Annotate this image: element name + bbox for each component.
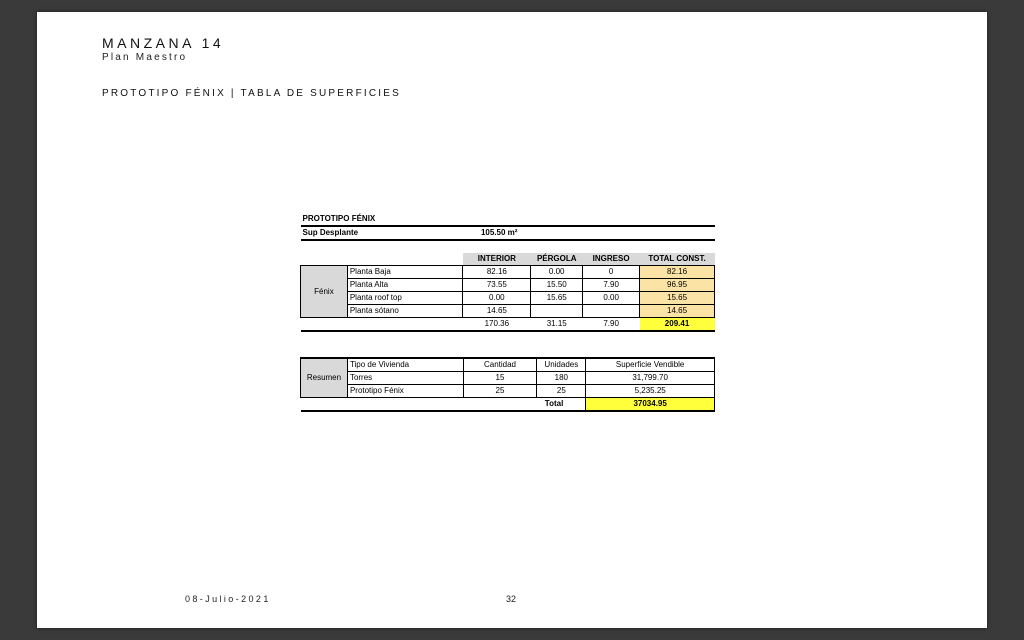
summary-group-label: Resumen — [301, 358, 348, 398]
table-row — [301, 372, 715, 385]
document-subtitle: Plan Maestro — [102, 52, 188, 63]
document-page — [37, 12, 987, 628]
column-header-total: TOTAL CONST. — [640, 253, 715, 266]
row-name: Planta Baja — [347, 266, 463, 279]
table-row — [301, 266, 715, 279]
sum-row — [301, 318, 715, 332]
table-row — [301, 385, 715, 398]
cell-ingreso: 7.90 — [583, 279, 640, 292]
row-name: Planta sótano — [347, 305, 463, 318]
footer-date: 08-Julio-2021 — [185, 594, 271, 604]
column-header-row — [301, 253, 715, 266]
cell-total: 96.95 — [640, 279, 715, 292]
cell-ingreso: 0 — [583, 266, 640, 279]
summary-header-unidades: Unidades — [537, 358, 586, 372]
summary-cantidad: 15 — [463, 372, 537, 385]
sup-desplante-row — [301, 226, 715, 240]
document-title: MANZANA 14 — [102, 35, 225, 51]
group-label: Fénix — [301, 266, 348, 318]
summary-total-value: 37034.95 — [586, 398, 715, 412]
summary-total-row — [301, 398, 715, 412]
section-heading: PROTOTIPO FÉNIX | TABLA DE SUPERFICIES — [102, 88, 402, 99]
column-header-pergola: PÉRGOLA — [531, 253, 583, 266]
cell-interior: 14.65 — [463, 305, 531, 318]
row-name: Planta Alta — [347, 279, 463, 292]
cell-ingreso — [583, 305, 640, 318]
summary-table — [300, 357, 715, 412]
summary-total-empty — [301, 398, 464, 412]
cell-interior: 73.55 — [463, 279, 531, 292]
cell-interior: 0.00 — [463, 292, 531, 305]
page-number: 32 — [506, 594, 517, 604]
cell-interior: 82.16 — [463, 266, 531, 279]
column-header-empty — [301, 253, 463, 266]
summary-tipo: Torres — [347, 372, 463, 385]
summary-superficie: 31,799.70 — [586, 372, 715, 385]
summary-header-row — [301, 358, 715, 372]
spacer — [301, 240, 715, 253]
sum-total: 209.41 — [640, 318, 715, 332]
cell-ingreso: 0.00 — [583, 292, 640, 305]
table-row — [301, 292, 715, 305]
cell-total: 82.16 — [640, 266, 715, 279]
cell-pergola: 15.50 — [531, 279, 583, 292]
summary-unidades: 180 — [537, 372, 586, 385]
sum-ingreso: 7.90 — [583, 318, 640, 332]
summary-cantidad: 25 — [463, 385, 537, 398]
cell-pergola — [531, 305, 583, 318]
summary-header-cantidad: Cantidad — [463, 358, 537, 372]
sum-interior: 170.36 — [463, 318, 531, 332]
summary-unidades: 25 — [537, 385, 586, 398]
sum-empty — [301, 318, 463, 332]
table-title-row — [301, 213, 715, 226]
table-row — [301, 279, 715, 292]
table-title: PROTOTIPO FÉNIX — [301, 213, 715, 226]
summary-header-superficie: Superficie Vendible — [586, 358, 715, 372]
table-row — [301, 305, 715, 318]
row-name: Planta roof top — [347, 292, 463, 305]
sum-pergola: 31.15 — [531, 318, 583, 332]
sup-desplante-label: Sup Desplante — [301, 226, 463, 240]
cell-total: 14.65 — [640, 305, 715, 318]
column-header-ingreso: INGRESO — [583, 253, 640, 266]
column-header-interior: INTERIOR — [463, 253, 531, 266]
prototype-surface-table — [300, 213, 715, 332]
summary-header-tipo: Tipo de Vivienda — [347, 358, 463, 372]
cell-total: 15.65 — [640, 292, 715, 305]
summary-superficie: 5,235.25 — [586, 385, 715, 398]
cell-pergola: 15.65 — [531, 292, 583, 305]
summary-total-label: Total — [463, 398, 586, 412]
cell-pergola: 0.00 — [531, 266, 583, 279]
sup-desplante-value: 105.50 m² — [463, 226, 715, 240]
summary-tipo: Prototipo Fénix — [347, 385, 463, 398]
